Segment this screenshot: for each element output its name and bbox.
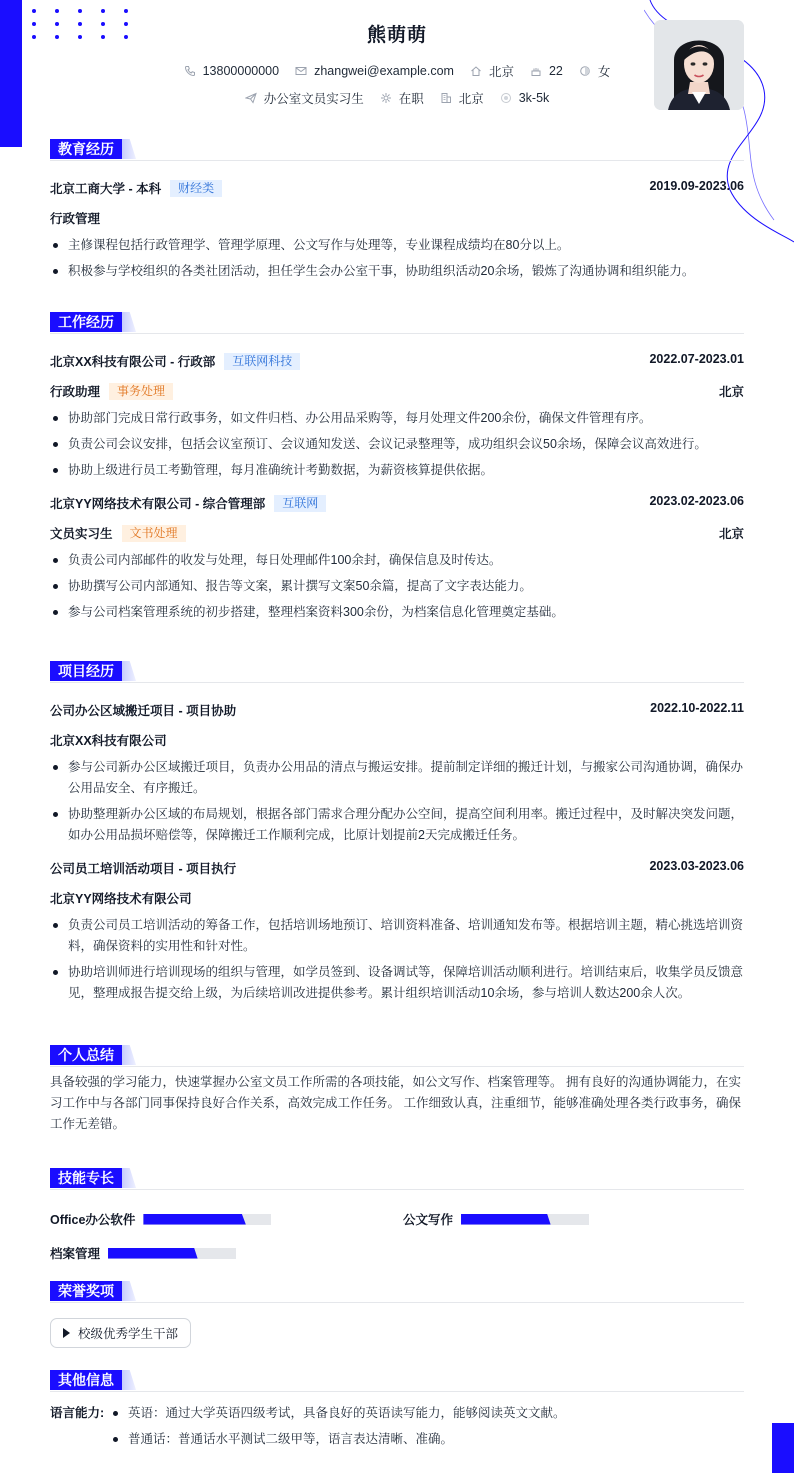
mail-icon (295, 65, 307, 77)
school-name: 北京工商大学 - 本科 (50, 182, 162, 196)
industry-tag: 互联网 (274, 495, 326, 512)
awards-section (50, 1279, 744, 1348)
skill-name: 公文写作 (403, 1213, 454, 1227)
right-accent-bar (772, 1423, 794, 1473)
work-section (50, 310, 744, 628)
section-title: 个人总结 (50, 1045, 122, 1065)
skill-bar-fill (143, 1214, 245, 1225)
projects-section (50, 659, 744, 1009)
title-tail-decoration (122, 1045, 136, 1065)
school-tag: 财经类 (170, 180, 222, 197)
list-item: 协助整理新办公区域的布局规划，根据各部门需求合理分配办公空间，提高空间利用率。搬迁过程中，及时解决突发问题，如办公用品损坏赔偿等，保障搬迁工作顺利完成，比原计划提前2天完成搬迁任务。 (50, 804, 744, 846)
section-header (50, 137, 744, 161)
education-bullets (50, 235, 744, 282)
section-header (50, 1279, 744, 1303)
position-tag: 文书处理 (122, 525, 186, 542)
status-item (380, 89, 424, 107)
salary-item (500, 91, 550, 105)
job-bullets (50, 408, 744, 481)
company-name: 北京YY网络技术有限公司 - 综合管理部 (50, 497, 266, 511)
job-date: 2022.07-2023.01 (649, 352, 744, 366)
section-title: 其他信息 (50, 1370, 122, 1390)
list-item: 协助部门完成日常行政事务，如文件归档、办公用品采购等，每月处理文件200余份，确保文件管理有序。 (50, 408, 744, 429)
list-item: 负责公司会议安排，包括会议室预订、会议通知发送、会议记录整理等，成功组织会议50余场，保障会议高效进行。 (50, 434, 744, 455)
section-header (50, 310, 744, 334)
intent-position-text: 办公室文员实习生 (263, 92, 364, 106)
intent-position-item (245, 89, 364, 107)
project-line (50, 852, 744, 882)
major-line (50, 202, 744, 232)
title-tail-decoration (122, 1281, 136, 1301)
education-section (50, 137, 744, 287)
cake-icon (530, 65, 542, 77)
company-name: 北京XX科技有限公司 - 行政部 (50, 355, 216, 369)
job-bullets (50, 550, 744, 623)
title-tail-decoration (122, 661, 136, 681)
job-line (50, 345, 744, 375)
language-list (110, 1400, 744, 1452)
location-item (470, 62, 514, 80)
education-line (50, 172, 744, 202)
summary-text: 具备较强的学习能力，快速掌握办公室文员工作所需的各项技能，如公文写作、档案管理等。 拥有良好的沟通协调能力，在实习工作中与各部门同事保持良好合作关系，高效完成工作任务。 工作细致认真，注重细节，能够准确处理各类行政事务，确保工作无差错。 (50, 1075, 741, 1131)
education-date: 2019.09-2023.06 (649, 179, 744, 193)
position-name: 行政助理 (50, 385, 101, 399)
section-title: 教育经历 (50, 139, 122, 159)
list-item: 协助培训师进行培训现场的组织与管理，如学员签到、设备调试等，保障培训活动顺利进行。培训结束后，收集学员反馈意见，整理成报告提交给上级，为后续培训改进提供参考。累计组织培训活动10余场，参与培训人数达200余人次。 (50, 962, 744, 1004)
section-header (50, 659, 744, 683)
section-title: 项目经历 (50, 661, 122, 681)
project-name: 公司员工培训活动项目 - 项目执行 (50, 862, 237, 876)
award-name: 校级优秀学生干部 (78, 1327, 179, 1341)
skill-bar-fill (461, 1214, 551, 1225)
section-title: 工作经历 (50, 312, 122, 332)
project-org: 北京XX科技有限公司 (50, 734, 167, 748)
position-line (50, 517, 744, 547)
skill-bar (143, 1214, 271, 1225)
section-title: 技能专长 (50, 1168, 122, 1188)
age-item (530, 64, 563, 78)
list-item: 积极参与学校组织的各类社团活动，担任学生会办公室干事，协助组织活动20余场，锻炼了沟通协调和组织能力。 (50, 261, 744, 282)
list-item: 参与公司档案管理系统的初步搭建，整理档案资料300余份，为档案信息化管理奠定基础。 (50, 602, 744, 623)
industry-tag: 互联网科技 (224, 353, 300, 370)
position-line (50, 375, 744, 405)
list-item: 英语：通过大学英语四级考试，具备良好的英语读写能力，能够阅读英文文献。 (110, 1400, 744, 1426)
project-bullets (50, 757, 744, 846)
title-tail-decoration (122, 1168, 136, 1188)
section-header (50, 1368, 744, 1392)
project-name: 公司办公区域搬迁项目 - 项目协助 (50, 704, 237, 718)
job-date: 2023.02-2023.06 (649, 494, 744, 508)
intent-city-item (440, 89, 484, 107)
job-city: 北京 (718, 385, 744, 399)
skill-bar (108, 1248, 236, 1259)
major-name: 行政管理 (50, 212, 101, 226)
status-text: 在职 (398, 92, 424, 106)
list-item: 协助撰写公司内部通知、报告等文案，累计撰写文案50余篇，提高了文字表达能力。 (50, 576, 744, 597)
project-date: 2023.03-2023.06 (649, 859, 744, 873)
project-line (50, 694, 744, 724)
language-block (50, 1400, 744, 1452)
summary-section (50, 1043, 744, 1135)
salary-text: 3k-5k (518, 91, 550, 105)
skills-section (50, 1166, 744, 1260)
phone-text: 13800000000 (202, 64, 280, 78)
triangle-bullet-icon (63, 1328, 70, 1338)
list-item: 普通话：普通话水平测试二级甲等，语言表达清晰、准确。 (110, 1426, 744, 1452)
profile-photo (654, 20, 744, 110)
position-name: 文员实习生 (50, 527, 113, 541)
list-item: 协助上级进行员工考勤管理，每月准确统计考勤数据，为薪资核算提供依据。 (50, 460, 744, 481)
section-header (50, 1166, 744, 1190)
skill-list (50, 1190, 744, 1260)
intent-city-text: 北京 (458, 92, 484, 106)
location-text: 北京 (488, 65, 514, 79)
job-city: 北京 (718, 527, 744, 541)
list-item: 参与公司新办公区域搬迁项目，负责办公用品的清点与搬运安排。提前制定详细的搬迁计划，与搬家公司沟通协调，确保办公用品安全、有序搬迁。 (50, 757, 744, 799)
language-label: 语言能力: (50, 1406, 105, 1420)
skill-item (403, 1210, 589, 1228)
email-item (295, 64, 454, 78)
section-title: 荣誉奖项 (50, 1281, 122, 1301)
home-icon (470, 65, 482, 77)
position-tag: 事务处理 (109, 383, 173, 400)
project-bullets (50, 915, 744, 1004)
building-icon (440, 92, 452, 104)
phone-item (184, 64, 279, 78)
gender-text: 女 (597, 65, 611, 79)
email-text: zhangwei@example.com (314, 64, 454, 78)
phone-icon (184, 65, 196, 77)
job-line (50, 487, 744, 517)
title-tail-decoration (122, 1370, 136, 1390)
section-header (50, 1043, 744, 1067)
title-tail-decoration (122, 139, 136, 159)
age-text: 22 (548, 64, 563, 78)
status-gear-icon (380, 92, 392, 104)
skill-bar (461, 1214, 589, 1225)
other-section (50, 1368, 744, 1452)
award-item (50, 1318, 191, 1348)
skill-item (50, 1210, 271, 1228)
project-date: 2022.10-2022.11 (650, 701, 744, 715)
project-org-line (50, 724, 744, 754)
skill-name: Office办公软件 (50, 1213, 136, 1227)
skill-name: 档案管理 (50, 1247, 101, 1261)
list-item: 主修课程包括行政管理学、管理学原理、公文写作与处理等，专业课程成绩均在80分以上。 (50, 235, 744, 256)
project-org-line (50, 882, 744, 912)
salary-icon (500, 92, 512, 104)
list-item: 负责公司内部邮件的收发与处理，每日处理邮件100余封，确保信息及时传达。 (50, 550, 744, 571)
skill-item (50, 1244, 236, 1262)
candidate-name: 熊萌萌 (366, 25, 427, 46)
title-tail-decoration (122, 312, 136, 332)
gender-item (579, 62, 611, 80)
project-org: 北京YY网络技术有限公司 (50, 892, 192, 906)
list-item: 负责公司员工培训活动的筹备工作，包括培训场地预订、培训资料准备、培训通知发布等。根据培训主题，精心挑选培训资料，确保资料的实用性和针对性。 (50, 915, 744, 957)
gender-icon (579, 65, 591, 77)
skill-bar-fill (108, 1248, 198, 1259)
paper-plane-icon (245, 92, 257, 104)
